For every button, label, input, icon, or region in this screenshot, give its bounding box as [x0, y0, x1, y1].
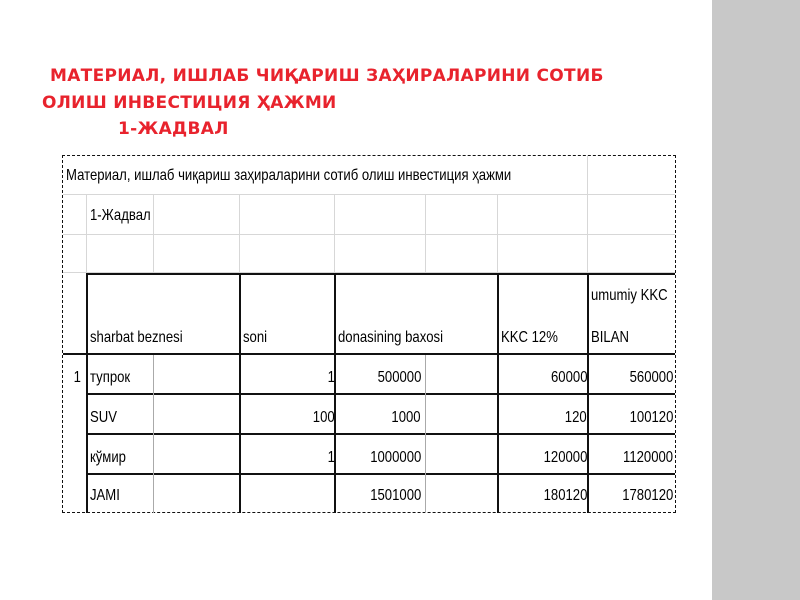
slide-title-line-2: ОЛИШ ИНВЕСТИЦИЯ ҲАЖМИ [42, 93, 337, 113]
header-price: donasining baxosi [338, 329, 444, 346]
row-vat: 180120 [543, 487, 587, 504]
grid-line [587, 156, 588, 274]
header-total-line1: umumiy KKC [591, 287, 668, 304]
row-name: кўмир [90, 449, 126, 466]
grid-line [153, 355, 154, 513]
header-total-line2: BILAN [591, 329, 629, 346]
header-name: sharbat beznesi [90, 329, 183, 346]
header-vat: KKC 12% [501, 329, 558, 346]
table-label: 1-Жадвал [90, 207, 151, 224]
header-qty: soni [243, 329, 268, 346]
grid-line [425, 194, 426, 274]
table-border [86, 273, 88, 513]
row-qty: 100 [313, 409, 335, 426]
grid-line [63, 194, 675, 195]
slide-title-line-3: 1-ЖАДВАЛ [118, 119, 229, 139]
row-total: 560000 [629, 369, 673, 386]
spreadsheet-table [62, 155, 676, 513]
row-price: 1000000 [369, 449, 421, 466]
table-border [587, 273, 589, 513]
row-vat: 120000 [543, 449, 587, 466]
row-name: SUV [90, 409, 117, 426]
row-price: 500000 [377, 369, 421, 386]
row-number: 1 [73, 369, 81, 386]
decorative-side-band [712, 0, 800, 600]
row-qty: 1 [327, 449, 335, 466]
grid-line [153, 194, 154, 274]
sheet-caption: Материал, ишлаб чиқариш заҳираларини сотиб олиш инвестиция ҳажми [66, 167, 512, 184]
row-name: тупрок [90, 369, 131, 386]
row-name: JAMI [90, 487, 120, 504]
grid-line [239, 194, 240, 274]
table-border [497, 273, 499, 513]
grid-line [425, 355, 426, 513]
row-vat: 120 [565, 409, 587, 426]
table-border [239, 273, 241, 513]
row-total: 100120 [629, 409, 673, 426]
table-border [63, 353, 675, 355]
row-price: 1501000 [369, 487, 421, 504]
row-vat: 60000 [550, 369, 587, 386]
grid-line [334, 194, 335, 274]
grid-line [497, 194, 498, 274]
table-border [334, 273, 336, 513]
row-total: 1120000 [622, 449, 673, 466]
grid-line [86, 194, 87, 274]
grid-line [63, 234, 675, 235]
row-price: 1000 [391, 409, 421, 426]
slide-title-line-1: МАТЕРИАЛ, ИШЛАБ ЧИҚАРИШ ЗАҲИРАЛАРИНИ СОТИБ [50, 66, 604, 86]
row-qty: 1 [327, 369, 335, 386]
row-total: 1780120 [621, 487, 673, 504]
